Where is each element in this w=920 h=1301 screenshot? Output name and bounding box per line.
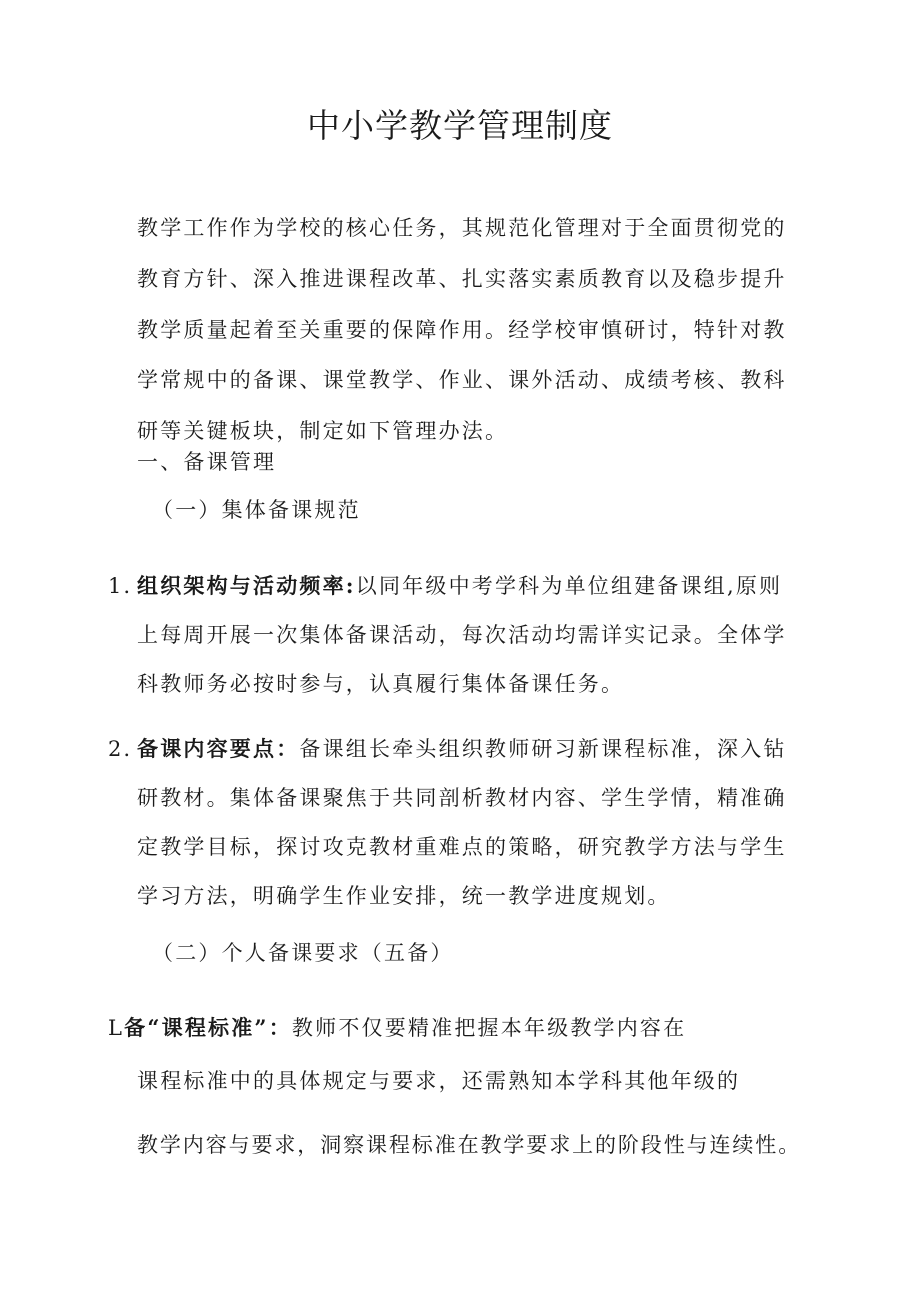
subsection-heading-collective-prep: （一）集体备课规范 bbox=[152, 498, 361, 522]
list-item-organization bbox=[108, 561, 787, 709]
document-title: 中小学教学管理制度 bbox=[307, 106, 613, 145]
item-number: 2． bbox=[108, 737, 147, 761]
item-text: 上每周开展一次集体备课活动，每次活动均需详实记录。全体学 bbox=[137, 623, 787, 647]
intro-line: 教学工作作为学校的核心任务，其规范化管理对于全面贯彻党的 bbox=[137, 216, 787, 240]
intro-line: 教育方针、深入推进课程改革、扎实落实素质教育以及稳步提升 bbox=[137, 266, 787, 291]
item-text: 备课组长牵头组织教师研习新课程标准，深入钻 bbox=[299, 737, 787, 761]
item-text: 定教学目标，探讨攻克教材重难点的策略，研究教学方法与学生 bbox=[137, 835, 787, 859]
item-number: 1． bbox=[108, 574, 147, 598]
item-text: 教师不仅要精准把握本年级教学内容在 bbox=[291, 1016, 687, 1040]
intro-line: 教学质量起着至关重要的保障作用。经学校审慎研讨，特针对教 bbox=[137, 317, 787, 342]
intro-line: 学常规中的备课、课堂教学、作业、课外活动、成绩考核、教科 bbox=[137, 368, 787, 393]
item-text: 学习方法，明确学生作业安排，统一教学进度规划。 bbox=[137, 884, 671, 908]
section-heading-lesson-prep: 一、备课管理 bbox=[137, 450, 277, 474]
item-text: 课程标准中的具体规定与要求，还需熟知本学科其他年级的 bbox=[137, 1069, 741, 1093]
item-lead: 组织架构与活动频率: bbox=[137, 573, 356, 598]
item-text: 以同年级中考学科为单位组建备课组,原则 bbox=[355, 574, 783, 598]
item-lead: 备课内容要点： bbox=[137, 736, 300, 761]
intro-line: 研等关键板块，制定如下管理办法。 bbox=[137, 419, 509, 444]
item-text: 教学内容与要求，洞察课程标准在教学要求上的阶段性与连续性。 bbox=[137, 1133, 802, 1157]
item-text: 科教师务必按时参与，认真履行集体备课任务。 bbox=[137, 672, 625, 696]
item-number: L bbox=[108, 1016, 125, 1040]
item-text: 研教材。集体备课聚焦于共同剖析教材内容、学生学情，精准确 bbox=[137, 786, 787, 810]
subsection-heading-individual-prep: （二）个人备课要求（五备） bbox=[152, 941, 454, 965]
item-lead: 备“课程标准”： bbox=[124, 1015, 292, 1040]
list-item-curriculum-standard bbox=[108, 1010, 686, 1046]
list-item-content-points bbox=[108, 724, 787, 921]
intro-paragraph bbox=[137, 203, 787, 457]
